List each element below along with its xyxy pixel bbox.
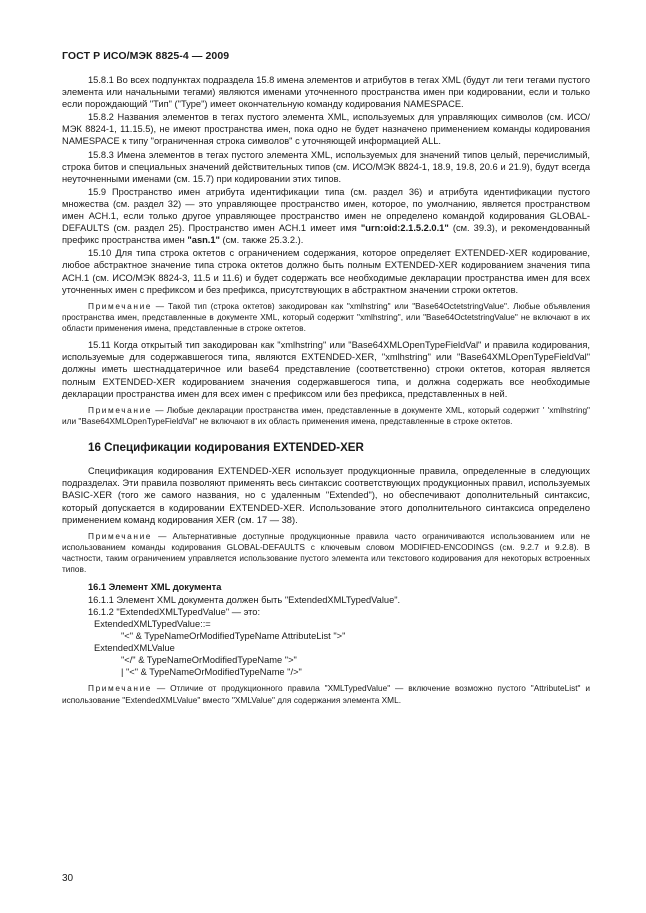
running-header: ГОСТ Р ИСО/МЭК 8825-4 — 2009 — [62, 50, 230, 62]
note-2-label: Примечание — [88, 404, 153, 415]
note-1 — [62, 301, 590, 335]
paragraph-15-9-text-a: 15.9 Пространство имен атрибута идентификации типа (см. раздел 36) и атрибута идентификации пустого множества (см. раздел 32) — это управляющее пространство имен, которое, по умолчанию, является пространством имен АСН.1, если только другое управляющее пространство имен не определено командой кодирования GLOBAL-DEFAULTS (см. раздел 25). Пространство имен АСН.1 имеет имя — [62, 186, 590, 234]
section-16-intro: Спецификация кодирования EXTENDED-XER использует продукционные правила, определенные в следующих подразделах. Эти правила позволяют применять весь синтаксис соответствующих продукционных правил, используемых BASIC-XER (того же самого названия, но с удаленным "Extended"), но обеспечивают дополнительный синтаксис, который допускается в кодировании EXTENDED-XER. Использование этого дополнительного синтаксиса определено применением команд кодирования XER (см. 17 — 38). — [62, 466, 590, 525]
production-rule-name: ExtendedXMLTypedValue::= — [94, 618, 211, 629]
section-16-heading: 16 Спецификации кодирования EXTENDED-XER — [88, 441, 364, 455]
note-1-label: Примечание — [88, 300, 153, 311]
paragraph-15-11: 15.11 Когда открытый тип закодирован как "xmlhstring" или "Base64XMLOpenTypeFieldVal" и правила кодирования, используемые для содержавшегося типа, являются EXTENDED-XER, "xmlhstring" или "Base64XMLOpenTypeFieldVal" должны иметь шестнадцатеричное или base64 представление (соответственно) строки октетов, которая является полным EXTENDED-XER кодированием значения содержавшегося типа, и должна содержать все необходимые декларации пространства имен для всех имен с префиксом или без префикса, представленных в ней. — [62, 340, 590, 399]
page-number: 30 — [62, 873, 74, 884]
production-empty-tag: | "<" & TypeNameOrModifiedTypeName "/>" — [121, 667, 302, 678]
note-2-text: — Любые декларации пространства имен, представленные в документе XML, который содержит ' 'xmlhstring" или "Base64XMLOpenTypeFieldVal" не включают в их область применения имена, представленные в строке октетов. — [62, 404, 590, 426]
paragraph-15-10: 15.10 Для типа строка октетов с ограничением содержания, которое определяет EXTENDED-XER кодирование, любое абстрактное значение типа строка октетов должно быть полным EXTENDED-XER кодированием значения типа АСН.1 (см. ИСО/МЭК 8824-3, 11.5 и 11.6) и будет содержать все необходимые декларации пространства имен для всех уточненных имен с префиксом и без префикса, присутствующих в абстрактном значении строки октетов. — [62, 248, 590, 295]
note-4-label: Примечание — [88, 683, 153, 694]
paragraph-15-9-text-e: (см. также 25.3.2.). — [219, 235, 304, 246]
note-4 — [62, 683, 590, 705]
asn1-namespace-prefix: "asn.1" — [187, 235, 220, 246]
note-2 — [62, 405, 590, 427]
paragraph-15-8-2: 15.8.2 Названия элементов в тегах пустого элемента XML, используемых для управляющих символов (см. ИСО/МЭК 8824-1, 11.15.5), не имеют пространства имен, пока одно не будет назначено применением команды кодирования NAMESPACE к типу "ограниченная строка символов" с уточняющей информацией ALL. — [62, 112, 590, 147]
production-end-tag: "</" & TypeNameOrModifiedTypeName ">" — [121, 655, 297, 666]
subsection-16-1-heading: 16.1 Элемент XML документа — [88, 581, 222, 592]
asn1-namespace-uri: "urn:oid:2.1.5.2.0.1" — [360, 223, 449, 234]
note-3-text: — Альтернативные доступные продукционные правила часто ограничиваются использованием или не использованием команды кодирования GLOBAL-DEFAULTS с ключевым словом MODIFIED-ENCODINGS (см. 9.2.7 и 9.2.8). В частности, таким ограничением управляется использование пустого элемента или текстового кодирования для некоторых встроенных типов. — [62, 530, 590, 575]
production-value: ExtendedXMLValue — [94, 643, 175, 654]
note-4-text: — Отличие от продукционного правила "XMLTypedValue" — включение возможно пустого "AttributeList" и использование "ExtendedXMLValue" вместо "XMLValue" для содержания элемента XML. — [62, 683, 590, 705]
production-start-tag: "<" & TypeNameOrModifiedTypeName AttributeList ">" — [121, 630, 346, 641]
note-1-text: — Такой тип (строка октетов) закодирован как "xmlhstring" или "Base64OctetstringValue". Любые объявления пространства имен, представленные в документе XML, который содержит "xmlhstring", или "Base64OctetstringValue" не включают в их области применения имена, представленные в строке октетов. — [62, 300, 590, 334]
paragraph-15-8-3: 15.8.3 Имена элементов в тегах пустого элемента XML, используемых для значений типов целый, перечислимый, строка битов и специальных значений действительных типов (см. ИСО/МЭК 8824-1, 18.9, 19.8, 20.6 и 21.9), будут всегда неуточненными именами (см. 15.7) при кодировании этих типов. — [62, 149, 590, 184]
clause-16-1-1: 16.1.1 Элемент XML документа должен быть "ExtendedXMLTypedValue". — [88, 594, 401, 605]
paragraph-15-9-text-c: (см. 39.3), и рекомендованный префикс пространства имен — [62, 223, 590, 246]
paragraph-15-8-1: 15.8.1 Во всех подпунктах подраздела 15.8 имена элементов и атрибутов в тегах XML (будут ли теги тегами пустого элемента или начальными тегами) являются именами уточненного пространства имен при кодировании, если и только если порождающий "Тип" ("Type") имеет окончательную команду кодирования NAMESPACE. — [62, 75, 590, 110]
paragraph-15-9 — [62, 186, 590, 246]
note-3-label: Примечание — [88, 530, 153, 541]
document-body — [62, 74, 590, 711]
clause-16-1-2: 16.1.2 "ExtendedXMLTypedValue" — это: — [88, 606, 261, 617]
note-3 — [62, 531, 590, 576]
